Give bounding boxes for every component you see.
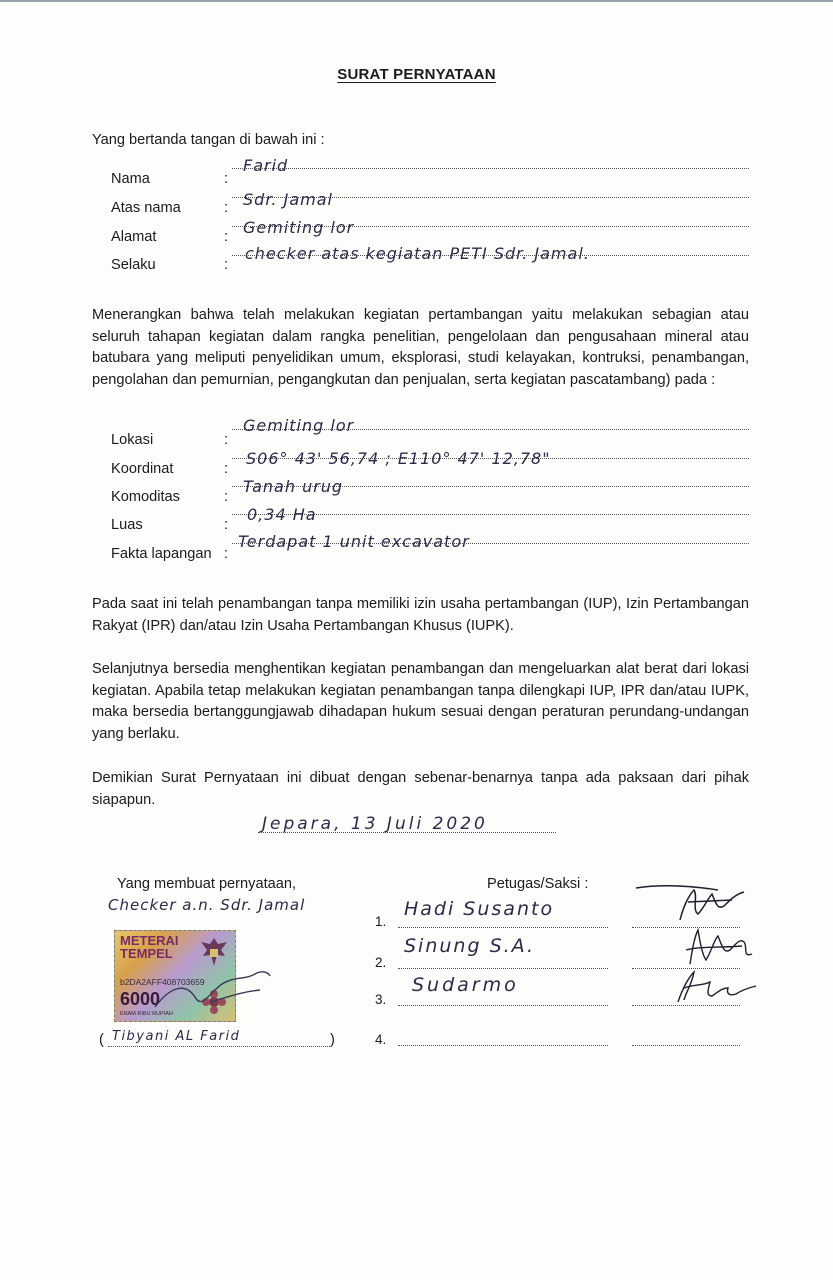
field-value-alamat: Gemiting lor bbox=[243, 218, 355, 237]
statement-paragraph-4: Demikian Surat Pernyataan ini dibuat dengan sebenar-benarnya tanpa ada paksaan dari pihak siapapun. bbox=[92, 770, 749, 808]
field-value-lokasi: Gemiting lor bbox=[243, 416, 355, 435]
witness-name: Hadi Susanto bbox=[404, 898, 555, 920]
field-label-luas: Luas bbox=[111, 517, 143, 533]
witness-name-line bbox=[398, 1005, 608, 1006]
signer-note: Checker a.n. Sdr. Jamal bbox=[108, 896, 306, 914]
stamp-title: METERAI TEMPEL bbox=[120, 933, 179, 961]
field-colon: : bbox=[224, 546, 229, 562]
field-colon: : bbox=[224, 517, 229, 533]
stamp-amount-words: ENAM RIBU RUPIAH bbox=[120, 1011, 173, 1017]
signer-paren-open: ( bbox=[99, 1032, 104, 1048]
witness-signature-2 bbox=[672, 924, 756, 968]
witness-name-line bbox=[398, 968, 608, 969]
field-label-komoditas: Komoditas bbox=[111, 489, 180, 505]
signer-signature bbox=[150, 962, 275, 1022]
stamp-amount: 6000 bbox=[120, 989, 161, 1009]
field-colon: : bbox=[224, 432, 229, 448]
field-label-atas-nama: Atas nama bbox=[111, 200, 181, 216]
place-date: Jepara, 13 Juli 2020 bbox=[262, 814, 488, 834]
field-value-komoditas: Tanah urug bbox=[243, 477, 344, 496]
field-colon: : bbox=[224, 257, 229, 273]
witness-name-line bbox=[398, 927, 608, 928]
witness-number: 1. bbox=[375, 914, 387, 929]
signer-paren-close: ) bbox=[330, 1032, 335, 1048]
witness-signature-3 bbox=[672, 966, 758, 1006]
witness-name-line bbox=[398, 1045, 608, 1046]
witness-heading: Petugas/Saksi : bbox=[487, 876, 589, 892]
top-border bbox=[0, 0, 833, 2]
signer-name-line bbox=[108, 1046, 330, 1047]
field-value-selaku: checker atas kegiatan PETI Sdr. Jamal. bbox=[245, 244, 590, 263]
witness-name: Sudarmo bbox=[412, 974, 519, 996]
field-label-alamat: Alamat bbox=[111, 229, 157, 245]
field-colon: : bbox=[224, 229, 229, 245]
witness-number: 2. bbox=[375, 955, 387, 970]
statement-paragraph-2: Pada saat ini telah penambangan tanpa memiliki izin usaha pertambangan (IUP), Izin Pertambangan Rakyat (IPR) dan/atau Izin Usaha Pertambangan Khusus (IUPK). bbox=[92, 596, 749, 634]
witness-number: 4. bbox=[375, 1032, 387, 1047]
field-colon: : bbox=[224, 171, 229, 187]
witness-signature-1 bbox=[632, 880, 752, 928]
field-value-koordinat: S06° 43' 56,74 ; E110° 47' 12,78" bbox=[246, 449, 551, 468]
witness-signature-line bbox=[632, 1045, 740, 1046]
field-value-nama: Farid bbox=[243, 156, 289, 175]
witness-number: 3. bbox=[375, 992, 387, 1007]
statement-paragraph-3: Selanjutnya bersedia menghentikan kegiatan penambangan dan mengeluarkan alat berat dari lokasi kegiatan. Apabila tetap melakukan kegiatan penambangan tanpa dilengkapi IUP, IPR dan/atau IUPK, maka bersedia bertanggungjawab dihadapan hukum sesuai dengan peraturan perundang-undangan yang berlaku. bbox=[92, 661, 749, 742]
field-line bbox=[232, 168, 749, 169]
field-colon: : bbox=[224, 200, 229, 216]
intro-text: Yang bertanda tangan di bawah ini : bbox=[92, 132, 325, 148]
page-title: SURAT PERNYATAAN bbox=[337, 66, 496, 83]
stamp-serial: b2DA2AFF408703659 bbox=[120, 977, 205, 987]
field-label-lokasi: Lokasi bbox=[111, 432, 154, 448]
field-value-atas-nama: Sdr. Jamal bbox=[243, 190, 333, 209]
field-label-koordinat: Koordinat bbox=[111, 461, 174, 477]
field-value-luas: 0,34 Ha bbox=[247, 505, 317, 524]
field-label-nama: Nama bbox=[111, 171, 150, 187]
signer-heading: Yang membuat pernyataan, bbox=[117, 876, 297, 892]
statement-paragraph-1: Menerangkan bahwa telah melakukan kegiatan pertambangan yaitu melakukan sebagian atau seluruh tahapan kegiatan dalam rangka penelitian, pengelolaan dan pengusahaan mineral atau batubara yang meliputi penyelidikan umum, eksplorasi, studi kelayakan, kontruksi, penambangan, pengolahan dan pemurnian, pengangkutan dan penjualan, serta kegiatan pascatambang) pada : bbox=[92, 307, 749, 388]
field-label-fakta-lapangan: Fakta lapangan bbox=[111, 546, 212, 562]
field-colon: : bbox=[224, 489, 229, 505]
field-label-selaku: Selaku bbox=[111, 257, 156, 273]
field-value-fakta-lapangan: Terdapat 1 unit excavator bbox=[238, 532, 470, 551]
signer-name: Tibyani AL Farid bbox=[112, 1029, 241, 1044]
field-colon: : bbox=[224, 461, 229, 477]
witness-name: Sinung S.A. bbox=[404, 935, 536, 957]
